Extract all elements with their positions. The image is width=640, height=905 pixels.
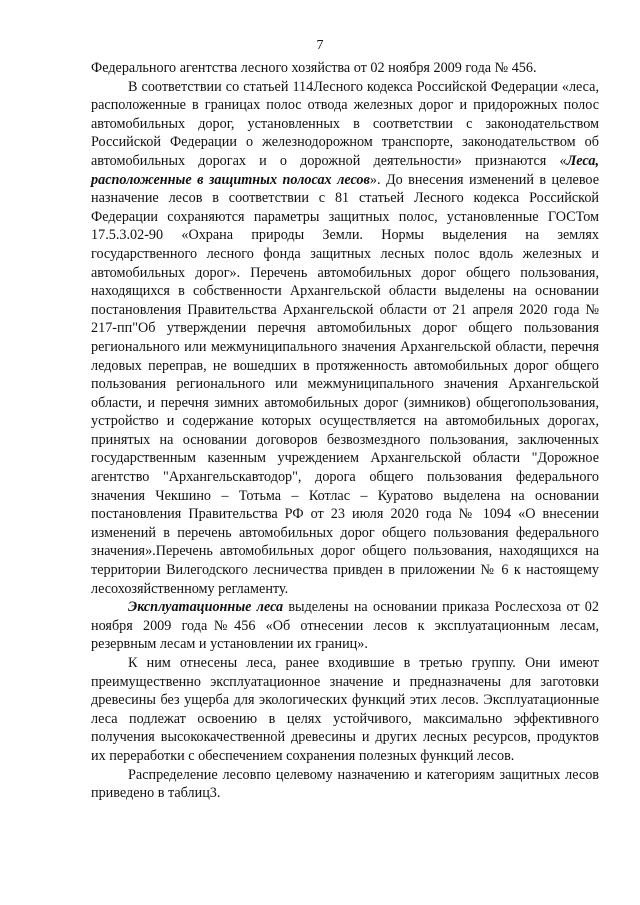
paragraph-text: выделены на основании приказа Рослесхоза от 02 ноября 2009 года№456 «Об отнесении лесов к эксплуатационным лесам, резервным лесам и установлении их границ». (91, 599, 599, 653)
paragraph-text: Распределение лесовпо целевому назначению и категориям защитных лесов приведено в таблиц3. (91, 766, 599, 802)
page-number: 7 (316, 38, 324, 53)
paragraph-text: В соответствии со статьей 114Лесного кодекса Российской Федерации «леса, расположенные в границах полос отвода железных дорог и придорожных полос автомобильных дорог, установленных в соответствии с законодательством Российской Федерации о железнодорожном транспорте, законодательством об автомобильных дорогах и о дорожной деятельности» признаются « (91, 78, 599, 169)
emphasized-term: Эксплуатационные леса (128, 599, 284, 616)
paragraph-text: К ним отнесены леса, ранее входившие в третью группу. Они имеют преимущественно эксплуатационное значение и предназначены для заготовки древесины без ущерба для экологических функций этих лесов. Эксплуатационные леса подлежат освоению в целях устойчивого, максимально эффективного получения высококачественной древесины и других лесных ресурсов, продуктов их переработки с обеспечением сохранения полезных функций лесов. (91, 655, 599, 764)
emphasized-term: Леса, расположенные в защитных полосах лесов (91, 152, 599, 188)
paragraph-third-group (91, 654, 599, 766)
paragraph-exploitation-forests (91, 598, 599, 654)
paragraph-text: ». До внесения изменений в целевое назначение лесов в соответствии с 81 статьей Лесного кодекса Российской Федерации сохраняются параметры защитных полос, установленные ГОСТом 17.5.3.02-90 «Охрана природы Земли. Нормы выделения на землях государственного лесного фонда защитных лесных полос вдоль железных и автомобильных дорог». Перечень автомобильных дорог общего пользования, находящихся в собственности Архангельской области выделены на основании постановления Правительства Архангельской области от 21 апреля 2020 года № 217-пп"Об утверждении перечня автомобильных дорог общего пользования регионального или межмуниципального значения Архангельской области, перечня ледовых переправ, не вошедших в протяженность автомобильных дорог общего пользования регионального или межмуниципального значения Архангельской области, и перечня зимних автомобильных дорог (зимников) общегопользования, устройство и содержание которых осуществляется на автомобильных дорогах, принятых на основании договоров безвозмездного пользования, заключенных государственным казенным учреждением Архангельской области "Дорожное агентство "Архангельскавтодор", дорога общего пользования федерального значения Чекшино – Тотьма – Котлас – Куратово выделена на основании постановления Правительства РФ от 23 июля 2020 года № 1094 «О внесении изменений в перечень автомобильных дорог общего пользования федерального значения».Перечень автомобильных дорог общего пользования, находящихся на территории Вилегодского лесничества привден в приложении № 6 к настоящему лесохозяйственному регламенту. (91, 171, 599, 597)
paragraph-protective-strips (91, 78, 599, 599)
document-body (91, 59, 599, 803)
paragraph-text: Федерального агентства лесного хозяйства от 02 ноября 2009 года № 456. (91, 60, 537, 76)
paragraph-table-reference (91, 766, 599, 803)
paragraph-order-reference (91, 59, 599, 78)
